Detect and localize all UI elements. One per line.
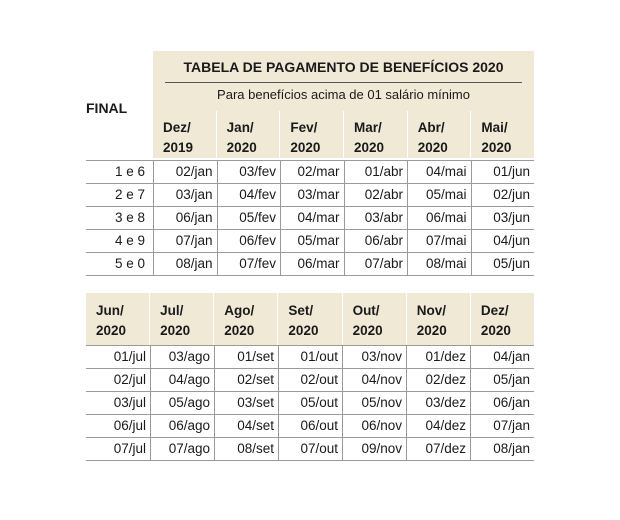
payment-date-cell: 07/abr <box>344 253 408 275</box>
payment-date-cell: 04/mar <box>280 207 344 229</box>
payment-date-cell: 02/jan <box>153 161 217 183</box>
payment-date-cell: 08/mai <box>407 253 471 275</box>
month-name: Mar/ <box>354 120 382 135</box>
payment-date-cell: 03/abr <box>344 207 408 229</box>
month-year: 2020 <box>224 323 255 338</box>
month-header <box>279 111 343 158</box>
month-header <box>213 293 277 346</box>
payment-date-cell: 06/jul <box>113 418 146 433</box>
payment-date-cell: 05/mar <box>280 230 344 252</box>
payment-date-cell: 07/jan <box>470 415 534 437</box>
payment-date-cell: 03/jan <box>153 184 217 206</box>
payment-date-cell: 06/nov <box>342 415 406 437</box>
payment-date-cell: 07/ago <box>150 438 214 460</box>
table-row <box>86 392 534 415</box>
month-year: 2020 <box>354 140 385 155</box>
table-row <box>86 184 534 207</box>
payment-date-cell: 01/jul <box>113 349 146 364</box>
table-row <box>86 369 534 392</box>
month-header <box>149 293 213 346</box>
bottom-month-header <box>86 293 534 346</box>
payment-date-cell: 04/set <box>214 415 278 437</box>
payment-date-cell: 04/jan <box>470 346 534 368</box>
payment-date-cell: 03/ago <box>150 346 214 368</box>
month-year: 2020 <box>480 323 511 338</box>
payment-date-cell: 07/jul <box>113 441 146 456</box>
payment-date-cell: 03/jul <box>113 395 146 410</box>
final-column-label: FINAL <box>86 100 128 116</box>
payment-date-cell: 07/mai <box>407 230 471 252</box>
payment-date-cell: 06/abr <box>344 230 408 252</box>
month-name: Jul/ <box>160 303 184 318</box>
month-year: 2020 <box>481 140 512 155</box>
payment-date-cell: 04/ago <box>150 369 214 391</box>
payment-date-cell: 06/jan <box>470 392 534 414</box>
payment-date-cell: 03/jun <box>471 207 535 229</box>
payment-date-cell: 06/mai <box>407 207 471 229</box>
payment-date-cell: 01/out <box>278 346 342 368</box>
payment-date-cell: 02/set <box>214 369 278 391</box>
month-year: 2020 <box>160 323 191 338</box>
month-header <box>470 293 534 346</box>
month-header <box>153 111 216 158</box>
month-header <box>407 111 471 158</box>
title-divider <box>165 82 522 83</box>
payment-date-cell: 01/set <box>214 346 278 368</box>
table-row <box>86 160 534 184</box>
month-name: Nov/ <box>416 303 446 318</box>
table-subtitle: Para benefícios acima de 01 salário mínimo <box>217 87 470 102</box>
table-row <box>86 253 534 276</box>
payment-date-cell: 07/dez <box>406 438 470 460</box>
month-name: Dez/ <box>480 303 509 318</box>
payment-date-cell: 07/jan <box>153 230 217 252</box>
top-table-body <box>86 160 534 276</box>
payment-date-cell: 02/dez <box>406 369 470 391</box>
payment-date-cell: 05/ago <box>150 392 214 414</box>
payment-date-cell: 02/abr <box>344 184 408 206</box>
payment-date-cell: 03/fev <box>217 161 281 183</box>
month-year: 2020 <box>226 140 257 155</box>
month-year: 2020 <box>417 140 448 155</box>
payment-date-cell: 03/set <box>214 392 278 414</box>
table-title-block <box>153 51 534 111</box>
month-name: Dez/ <box>163 120 191 135</box>
payment-date-cell: 03/mar <box>280 184 344 206</box>
payment-date-cell: 06/out <box>278 415 342 437</box>
table-row <box>86 438 534 461</box>
month-header <box>216 111 280 158</box>
payment-date-cell: 02/jul <box>113 372 146 387</box>
payment-date-cell: 01/jun <box>471 161 535 183</box>
month-name: Abr/ <box>417 120 445 135</box>
table-row <box>86 230 534 253</box>
payment-date-cell: 03/dez <box>406 392 470 414</box>
payment-date-cell: 06/fev <box>217 230 281 252</box>
table-row <box>86 207 534 230</box>
payment-date-cell: 08/set <box>214 438 278 460</box>
month-header <box>86 293 149 346</box>
payment-date-cell: 05/nov <box>342 392 406 414</box>
month-year: 2020 <box>352 323 383 338</box>
final-digits-cell: 2 e 7 <box>114 187 145 202</box>
bottom-table-body <box>86 345 534 461</box>
final-digits-cell: 3 e 8 <box>114 210 145 225</box>
payment-date-cell: 09/nov <box>342 438 406 460</box>
payment-date-cell: 06/ago <box>150 415 214 437</box>
payment-date-cell: 04/mai <box>407 161 471 183</box>
table-title: TABELA DE PAGAMENTO DE BENEFÍCIOS 2020 <box>183 59 504 75</box>
payment-date-cell: 05/jan <box>470 369 534 391</box>
table-row <box>86 345 534 369</box>
payment-date-cell: 05/mai <box>407 184 471 206</box>
payment-date-cell: 07/out <box>278 438 342 460</box>
payment-date-cell: 07/fev <box>217 253 281 275</box>
payment-date-cell: 03/nov <box>342 346 406 368</box>
payment-date-cell: 06/jan <box>153 207 217 229</box>
month-header <box>277 293 341 346</box>
payment-date-cell: 04/jun <box>471 230 535 252</box>
month-header <box>343 111 407 158</box>
payment-date-cell: 08/jan <box>153 253 217 275</box>
final-digits-cell: 4 e 9 <box>114 233 145 248</box>
month-year: 2019 <box>163 140 194 155</box>
month-name: Fev/ <box>290 120 318 135</box>
top-month-header <box>153 111 534 158</box>
payment-date-cell: 04/dez <box>406 415 470 437</box>
month-year: 2020 <box>288 323 319 338</box>
month-name: Set/ <box>288 303 314 318</box>
payment-date-cell: 02/out <box>278 369 342 391</box>
payment-date-cell: 05/fev <box>217 207 281 229</box>
month-header <box>470 111 534 158</box>
payment-date-cell: 02/jun <box>471 184 535 206</box>
final-digits-cell: 1 e 6 <box>114 164 145 179</box>
payment-date-cell: 05/jun <box>471 253 535 275</box>
payment-date-cell: 08/jan <box>470 438 534 460</box>
month-name: Jun/ <box>96 303 124 318</box>
payment-date-cell: 02/mar <box>280 161 344 183</box>
payment-date-cell: 04/nov <box>342 369 406 391</box>
payment-date-cell: 01/dez <box>406 346 470 368</box>
month-header <box>406 293 470 346</box>
month-name: Out/ <box>352 303 380 318</box>
table-row <box>86 415 534 438</box>
final-digits-cell: 5 e 0 <box>114 256 145 271</box>
month-year: 2020 <box>416 323 447 338</box>
payment-date-cell: 05/out <box>278 392 342 414</box>
payment-date-cell: 04/fev <box>217 184 281 206</box>
month-name: Ago/ <box>224 303 255 318</box>
month-name: Jan/ <box>226 120 254 135</box>
month-name: Mai/ <box>481 120 508 135</box>
month-header <box>342 293 406 346</box>
month-year: 2020 <box>290 140 321 155</box>
month-year: 2020 <box>96 323 127 338</box>
payment-date-cell: 06/mar <box>280 253 344 275</box>
payment-date-cell: 01/abr <box>344 161 408 183</box>
